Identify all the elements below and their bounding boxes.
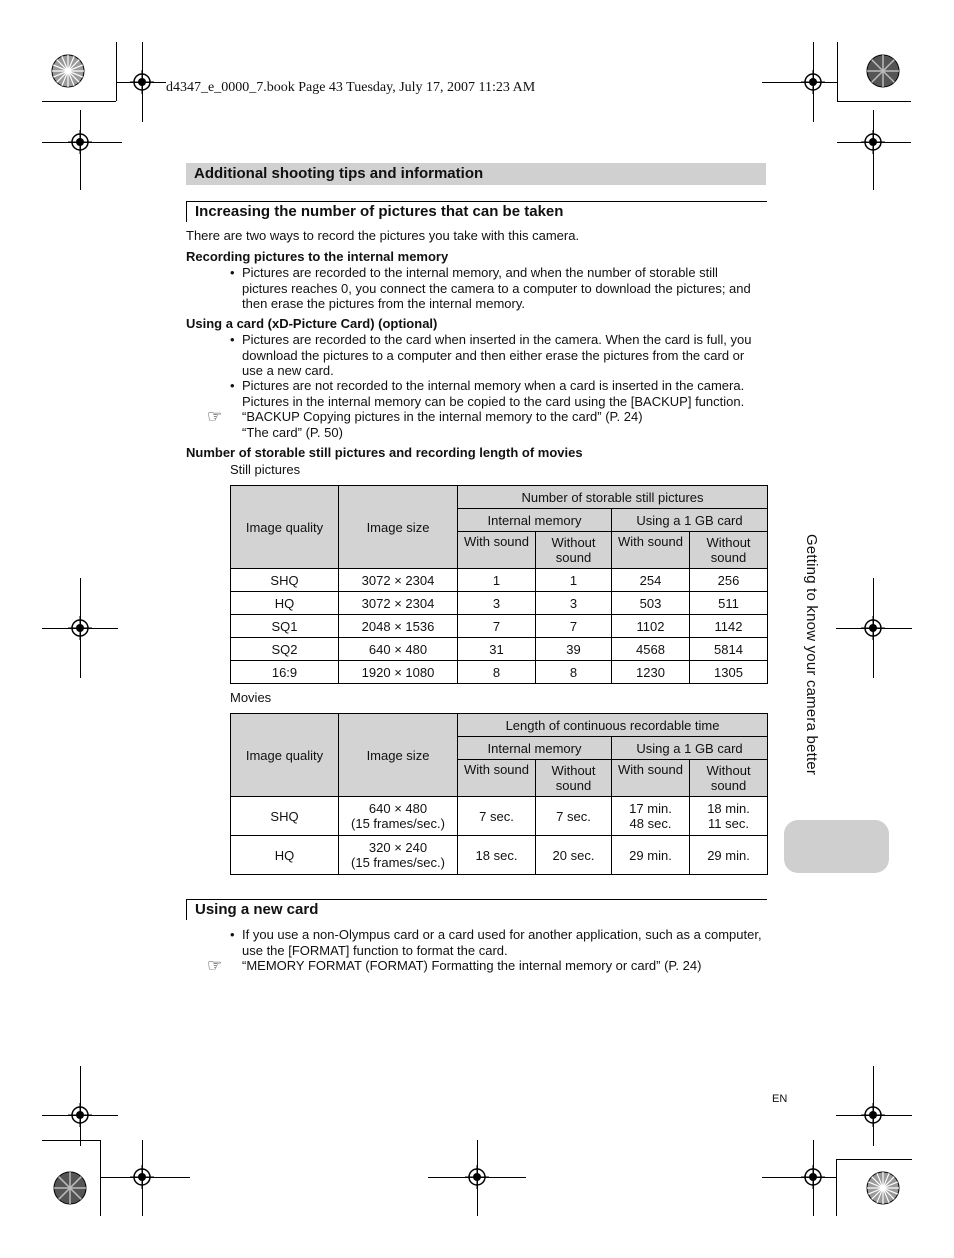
table-cell: 511: [690, 592, 768, 615]
bullet-line: pictures reaches 0, you connect the camera to a computer to download the pictures; and: [242, 280, 751, 296]
header-cell: Image size: [339, 486, 458, 569]
pointing-hand-icon: ☞: [207, 956, 223, 975]
table-cell: 320 × 240 (15 frames/sec.): [339, 836, 458, 875]
table-cell: 18 min. 11 sec.: [690, 797, 768, 836]
table-cell: 7 sec.: [536, 797, 612, 836]
starburst-target-icon: [866, 1171, 900, 1205]
table-cell: 1305: [690, 661, 768, 684]
header-cell: Using a 1 GB card: [612, 509, 768, 532]
table-cell: 3072 × 2304: [339, 569, 458, 592]
header-cell: Without sound: [690, 532, 768, 569]
table-cell: 18 sec.: [458, 836, 536, 875]
table-caption: Still pictures: [230, 462, 301, 477]
reference-link: “BACKUP Copying pictures in the internal memory to the card” (P. 24): [242, 409, 643, 424]
registration-target-icon: [68, 130, 92, 154]
table-cell: 20 sec.: [536, 836, 612, 875]
table-cell: SHQ: [231, 797, 339, 836]
registration-target-icon: [68, 616, 92, 640]
bullet-line: use the [FORMAT] function to format the card.: [242, 942, 508, 958]
subheading: Number of storable still pictures and recording length of movies: [186, 445, 583, 460]
header-cell: With sound: [612, 760, 690, 797]
table-row: [231, 638, 768, 661]
header-cell: Without sound: [536, 532, 612, 569]
header-cell: Internal memory: [458, 737, 612, 760]
table-row: [231, 661, 768, 684]
table-cell: 31: [458, 638, 536, 661]
registration-target-icon: [465, 1165, 489, 1189]
reference-link: “MEMORY FORMAT (FORMAT) Formatting the internal memory or card” (P. 24): [242, 958, 702, 973]
table-cell: 8: [536, 661, 612, 684]
bullet-dot: •: [230, 332, 235, 347]
table-cell: SQ2: [231, 638, 339, 661]
header-cell: With sound: [612, 532, 690, 569]
bullet-line: Pictures in the internal memory can be copied to the card using the [BACKUP] function.: [242, 393, 745, 409]
header-cell: Without sound: [690, 760, 768, 797]
table-cell: 7 sec.: [458, 797, 536, 836]
chapter-tab: [784, 820, 889, 873]
bullet-line: download the pictures to a computer and then either erase the pictures from the card or: [242, 347, 745, 363]
bullet-line: Pictures are not recorded to the internal memory when a card is inserted in the camera.: [242, 378, 745, 393]
table-cell: 8: [458, 661, 536, 684]
bullet-dot: •: [230, 378, 235, 393]
table-cell: 1920 × 1080: [339, 661, 458, 684]
section-title: [186, 899, 767, 920]
pointing-hand-icon: ☞: [207, 407, 223, 426]
header-cell: Image quality: [231, 714, 339, 797]
table-cell: 7: [536, 615, 612, 638]
table-cell: 4568: [612, 638, 690, 661]
registration-target-icon: [130, 70, 154, 94]
intro-text: There are two ways to record the pictures you take with this camera.: [186, 228, 580, 243]
bullet-line: If you use a non-Olympus card or a card used for another application, such as a computer,: [242, 927, 762, 942]
table-row: [231, 797, 768, 836]
registration-target-icon: [801, 1165, 825, 1189]
table-caption: Movies: [230, 690, 272, 705]
header-cell: Without sound: [536, 760, 612, 797]
language-label: EN: [772, 1093, 788, 1105]
table-cell: 16:9: [231, 661, 339, 684]
section-title-text: Using a new card: [195, 901, 319, 918]
subheading: Using a card (xD-Picture Card) (optional): [186, 316, 438, 331]
header-cell: With sound: [458, 532, 536, 569]
table-cell: HQ: [231, 592, 339, 615]
movies-table: [230, 713, 768, 875]
table-cell: 1: [458, 569, 536, 592]
table-cell: 640 × 480 (15 frames/sec.): [339, 797, 458, 836]
table-row: [231, 569, 768, 592]
bullet-dot: •: [230, 265, 235, 280]
header-cell: Image quality: [231, 486, 339, 569]
bullet-line: use a new card.: [242, 363, 334, 378]
table-cell: 640 × 480: [339, 638, 458, 661]
registration-target-icon: [861, 1103, 885, 1127]
table-cell: 1: [536, 569, 612, 592]
bullet-line: then erase the pictures from the internal memory.: [242, 296, 525, 311]
header-cell: Length of continuous recordable time: [458, 714, 768, 737]
table-row: [231, 836, 768, 875]
table-cell: 1230: [612, 661, 690, 684]
bullet-line: Pictures are recorded to the internal memory, and when the number of storable still: [242, 265, 718, 280]
table-cell: 5814: [690, 638, 768, 661]
section-title-text: Increasing the number of pictures that can be taken: [195, 203, 564, 220]
table-cell: 29 min.: [612, 836, 690, 875]
chapter-side-label: Getting to know your camera better: [803, 534, 820, 776]
table-cell: 256: [690, 569, 768, 592]
main-header-title: Additional shooting tips and information: [194, 165, 484, 182]
table-cell: 7: [458, 615, 536, 638]
table-cell: 503: [612, 592, 690, 615]
registration-target-icon: [861, 616, 885, 640]
section-title: [186, 201, 767, 222]
header-cell: With sound: [458, 760, 536, 797]
table-cell: 29 min.: [690, 836, 768, 875]
table-cell: SQ1: [231, 615, 339, 638]
registration-target-icon: [130, 1165, 154, 1189]
table-cell: 39: [536, 638, 612, 661]
starburst-target-icon: [53, 1171, 87, 1205]
table-cell: SHQ: [231, 569, 339, 592]
table-cell: 3: [536, 592, 612, 615]
table-row: [231, 615, 768, 638]
header-cell: Using a 1 GB card: [612, 737, 768, 760]
reference-link: “The card” (P. 50): [242, 425, 343, 440]
bullet-dot: •: [230, 927, 235, 942]
table-row: [231, 592, 768, 615]
table-cell: HQ: [231, 836, 339, 875]
table-cell: 17 min. 48 sec.: [612, 797, 690, 836]
table-cell: 1142: [690, 615, 768, 638]
main-header: [186, 163, 766, 185]
starburst-target-icon: [866, 54, 900, 88]
registration-target-icon: [68, 1103, 92, 1127]
registration-target-icon: [801, 70, 825, 94]
table-cell: 2048 × 1536: [339, 615, 458, 638]
header-cell: Image size: [339, 714, 458, 797]
header-cell: Number of storable still pictures: [458, 486, 768, 509]
bullet-line: Pictures are recorded to the card when inserted in the camera. When the card is full, you: [242, 332, 752, 347]
subheading: Recording pictures to the internal memory: [186, 249, 449, 264]
table-cell: 3072 × 2304: [339, 592, 458, 615]
table-cell: 254: [612, 569, 690, 592]
table-cell: 3: [458, 592, 536, 615]
table-cell: 1102: [612, 615, 690, 638]
registration-target-icon: [861, 130, 885, 154]
starburst-target-icon: [51, 54, 85, 88]
still-pictures-table: [230, 485, 768, 684]
print-header: d4347_e_0000_7.book Page 43 Tuesday, July 17, 2007 11:23 AM: [166, 80, 536, 95]
header-cell: Internal memory: [458, 509, 612, 532]
